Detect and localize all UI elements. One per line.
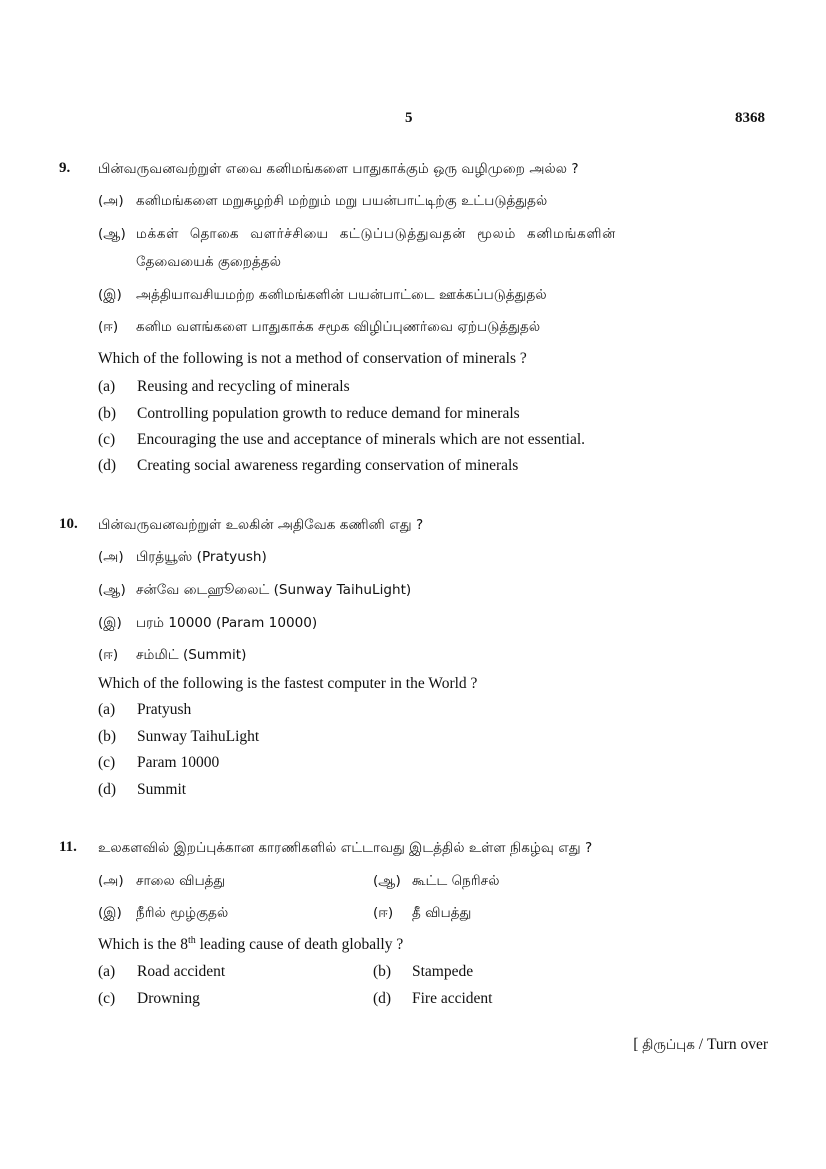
tamil-option-label: (இ) (98, 905, 122, 921)
english-question-text (98, 935, 403, 954)
tamil-option-label: (ஈ) (98, 319, 119, 335)
tamil-option-text: பிரத்யூஸ் (Pratyush) (136, 549, 267, 565)
tamil-option-text: நீரில் மூழ்குதல் (136, 905, 229, 921)
english-option-text: Drowning (137, 990, 200, 1007)
tamil-option-label: (இ) (98, 615, 122, 631)
english-question-text: Which of the following is not a method of conservation of minerals ? (98, 350, 527, 367)
tamil-option-label: (ஈ) (373, 905, 394, 921)
english-option-label: (a) (98, 963, 116, 980)
english-option-text: Summit (137, 781, 187, 798)
english-option-label: (b) (98, 728, 117, 745)
turn-over-separator: / (694, 1036, 707, 1053)
english-option-label: (c) (98, 990, 116, 1007)
tamil-option-label: (அ) (98, 549, 124, 565)
tamil-option-text: மக்கள் தொகை வளர்ச்சியை கட்டுப்படுத்துவதன் மூலம் கனிமங்களின் (136, 226, 616, 242)
tamil-option-text: பரம் 10000 (Param 10000) (136, 615, 318, 631)
turn-over-bracket: [ (633, 1036, 643, 1053)
tamil-option-text: அத்தியாவசியமற்ற கனிமங்களின் பயன்பாட்டை ஊக்கப்படுத்துதல் (136, 287, 547, 303)
english-option-label: (b) (373, 963, 392, 980)
page-number: 5 (405, 110, 413, 126)
english-option-label: (d) (98, 457, 117, 474)
tamil-option-label: (ஆ) (373, 873, 401, 889)
turn-over-tamil: திருப்புக (642, 1037, 695, 1053)
tamil-option-label: (ஆ) (98, 582, 126, 598)
english-question-text-pre: Which is the 8 (98, 936, 188, 954)
tamil-question-text: உலகளவில் இறப்புக்கான காரணிகளில் எட்டாவது இடத்தில் உள்ள நிகழ்வு எது ? (98, 840, 593, 856)
tamil-option-text: கூட்ட நெரிசல் (412, 873, 500, 889)
english-option-text: Encouraging the use and acceptance of minerals which are not essential. (137, 431, 586, 448)
english-option-text: Road accident (137, 963, 226, 980)
english-option-text: Sunway TaihuLight (137, 728, 260, 745)
question-number: 9. (59, 160, 71, 176)
english-option-text: Stampede (412, 963, 474, 980)
tamil-option-label: (ஈ) (98, 647, 119, 663)
tamil-question-text: பின்வருவனவற்றுள் எவை கனிமங்களை பாதுகாக்கும் ஒரு வழிமுறை அல்ல ? (98, 161, 579, 177)
english-option-text: Param 10000 (137, 754, 220, 771)
turn-over-note (633, 1036, 768, 1055)
question-number: 11. (59, 839, 77, 855)
english-question-text: Which of the following is the fastest computer in the World ? (98, 675, 478, 692)
tamil-option-label: (ஆ) (98, 226, 126, 242)
english-option-label: (c) (98, 431, 116, 448)
tamil-option-text-continued: தேவையைக் குறைத்தல் (136, 254, 282, 270)
english-option-label: (a) (98, 378, 116, 395)
tamil-option-text: சன்வே டைஹூலைட் (Sunway TaihuLight) (136, 582, 412, 598)
english-option-label: (a) (98, 701, 116, 718)
english-option-label: (d) (98, 781, 117, 798)
english-option-label: (d) (373, 990, 392, 1007)
tamil-option-text: தீ விபத்து (412, 905, 472, 921)
tamil-question-text: பின்வருவனவற்றுள் உலகின் அதிவேக கணினி எது ? (98, 517, 424, 533)
tamil-option-text: சம்மிட் (Summit) (136, 647, 247, 663)
english-option-text: Fire accident (412, 990, 493, 1007)
tamil-option-label: (அ) (98, 193, 124, 209)
paper-code: 8368 (735, 110, 765, 126)
tamil-option-text: கனிமங்களை மறுசுழற்சி மற்றும் மறு பயன்பாட்டிற்கு உட்படுத்துதல் (136, 193, 548, 209)
english-option-text: Controlling population growth to reduce demand for minerals (137, 405, 520, 422)
english-option-text: Reusing and recycling of minerals (137, 378, 350, 395)
ordinal-suffix: th (187, 935, 196, 946)
english-option-label: (c) (98, 754, 116, 771)
turn-over-english: Turn over (706, 1036, 768, 1053)
english-option-text: Creating social awareness regarding conservation of minerals (137, 457, 519, 474)
tamil-option-label: (இ) (98, 287, 122, 303)
question-number: 10. (59, 516, 78, 532)
english-option-text: Pratyush (137, 701, 192, 718)
tamil-option-label: (அ) (98, 873, 124, 889)
english-question-text-post: leading cause of death globally ? (195, 936, 404, 954)
english-option-label: (b) (98, 405, 117, 422)
tamil-option-text: சாலை விபத்து (136, 873, 226, 889)
tamil-option-text: கனிம வளங்களை பாதுகாக்க சமூக விழிப்புணர்வை ஏற்படுத்துதல் (136, 319, 541, 335)
